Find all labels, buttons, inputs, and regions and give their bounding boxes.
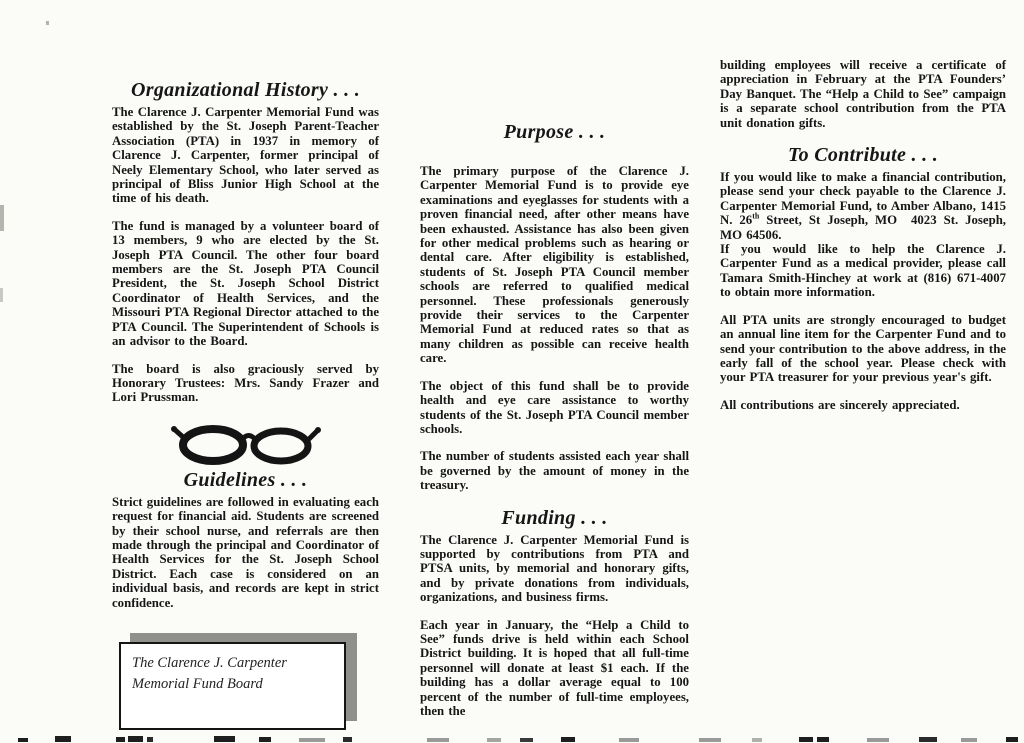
scan-mark	[619, 738, 639, 742]
scan-mark	[0, 205, 4, 231]
scan-mark	[18, 738, 28, 742]
scan-mark	[299, 738, 325, 742]
column-right	[720, 58, 1006, 425]
scan-mark	[919, 737, 937, 742]
paragraph-history-1: The Clarence J. Carpenter Memorial Fund was established by the St. Joseph Parent-Teacher Association (PTA) in 1937 in memory of Clarence J. Carpenter, former principal of Neely Elementary School, who later served as principal of Bliss Junior High School at the time of his death.	[112, 105, 379, 206]
paragraph-purpose-2: The object of this fund shall be to provide health and eye care assistance to worthy students of the St. Joseph PTA Council member schools.	[420, 378, 689, 436]
scan-mark	[128, 736, 143, 742]
scan-mark	[561, 737, 575, 742]
column-left	[112, 78, 379, 623]
section-heading-guidelines: Guidelines . . .	[183, 468, 308, 491]
paragraph-guidelines: Strict guidelines are followed in evaluating each request for financial aid. Students are screened by their school nurse, and referrals are then made through the principal and Coordinator of Health Services for the St. Joseph School District. Each case is considered on an individual basis, and records are kept in strict confidence.	[112, 494, 379, 610]
paragraph-history-2: The fund is managed by a volunteer board of 13 members, 9 who are elected by the St. Joseph PTA Council. The other four board members are the St. Joseph PTA Council President, the St. Joseph School District Coordinator of Health Services, and the Missouri PTA Regional Director attached to the PTA Council. The Superintendent of Schools is an advisor to the Board.	[112, 218, 379, 349]
paragraph-contribute-1	[720, 170, 1006, 242]
paragraph-contribute-3: All PTA units are strongly encouraged to budget an annual line item for the Carpenter Fund and to send your contribution to the above address, in the early fall of the school year. Please check with your PTA treasurer for your previous year's gift.	[720, 312, 1006, 385]
scan-mark	[46, 21, 49, 25]
board-box	[119, 642, 346, 730]
scan-mark	[699, 738, 721, 742]
paragraph-carryover: building employees will receive a certificate of appreciation in February at the PTA Founders’ Day Banquet. The “Help a Child to See” campaign is a separate school contribution from the PTA unit donation gifts.	[720, 58, 1006, 130]
column-middle	[420, 120, 689, 731]
scan-mark	[799, 737, 813, 742]
scan-mark	[343, 737, 352, 742]
paragraph-purpose-3: The number of students assisted each year shall be governed by the amount of money in the treasury.	[420, 449, 689, 493]
scan-mark	[520, 738, 533, 742]
board-box-text	[132, 653, 333, 695]
scan-mark	[259, 737, 271, 742]
contribute-address-post: Street, St Joseph, MO 4023 St. Joseph, MO 64506.	[720, 213, 1007, 242]
scan-mark	[147, 737, 153, 742]
paragraph-funding-1: The Clarence J. Carpenter Memorial Fund is supported by contributions from PTA and PTSA units, by memorial and honorary gifts, and by private donations from individuals, organizations, and business firms.	[420, 532, 689, 605]
board-box-line1: The Clarence J. Carpenter	[132, 655, 287, 671]
ordinal-suffix: th	[752, 211, 760, 221]
paragraph-purpose-1: The primary purpose of the Clarence J. Carpenter Memorial Fund is to provide eye examinations and eyeglasses for students with a proven financial need, after other means have been exhausted. Assistance has also been given for other medical problems such as hearing or dental care. After eligibility is established, students of St. Joseph PTA Council member schools are referred to qualified medical personnel. These professionals generously provide their services to the Carpenter Memorial Fund at reduced rates so that as many children as possible can receive health care.	[420, 164, 689, 366]
eyeglasses-icon	[112, 418, 379, 468]
contribute-address-pre: If you would like to make a financial contribution, please send your check payable to the Clarence J. Carpenter Memorial Fund, to Amber Albano, 1415 N. 26	[720, 170, 1006, 228]
scan-mark	[487, 738, 501, 742]
section-heading-funding: Funding . . .	[501, 506, 608, 529]
scan-mark	[214, 736, 235, 742]
scan-mark	[1006, 737, 1018, 742]
scan-mark	[0, 288, 3, 302]
paragraph-funding-2: Each year in January, the “Help a Child to See” funds drive is held within each School District building. It is hoped that all full-time personnel will donate at least $1 each. If the building has a dollar average equal to 100 percent of the number of full-time employees, then the	[420, 617, 689, 718]
scan-mark	[961, 738, 977, 742]
scan-mark	[55, 736, 71, 742]
section-heading-to-contribute: To Contribute . . .	[788, 144, 938, 167]
paragraph-history-3: The board is also graciously served by Honorary Trustees: Mrs. Sandy Frazer and Lori Prussman.	[112, 361, 379, 405]
scan-mark	[427, 738, 449, 742]
board-box-line2: Memorial Fund Board	[132, 676, 263, 692]
paragraph-contribute-4: All contributions are sincerely appreciated.	[720, 397, 960, 412]
scan-mark	[752, 738, 762, 742]
section-heading-purpose: Purpose . . .	[503, 121, 606, 143]
paragraph-contribute-2: If you would like to help the Clarence J. Carpenter Fund as a medical provider, please call Tamara Smith-Hinchey at work at (816) 671-4007 to obtain more information.	[720, 242, 1006, 300]
scan-mark	[867, 738, 889, 742]
scan-mark	[116, 737, 125, 742]
scan-mark	[817, 737, 829, 742]
section-heading-organizational-history: Organizational History . . .	[131, 79, 360, 101]
